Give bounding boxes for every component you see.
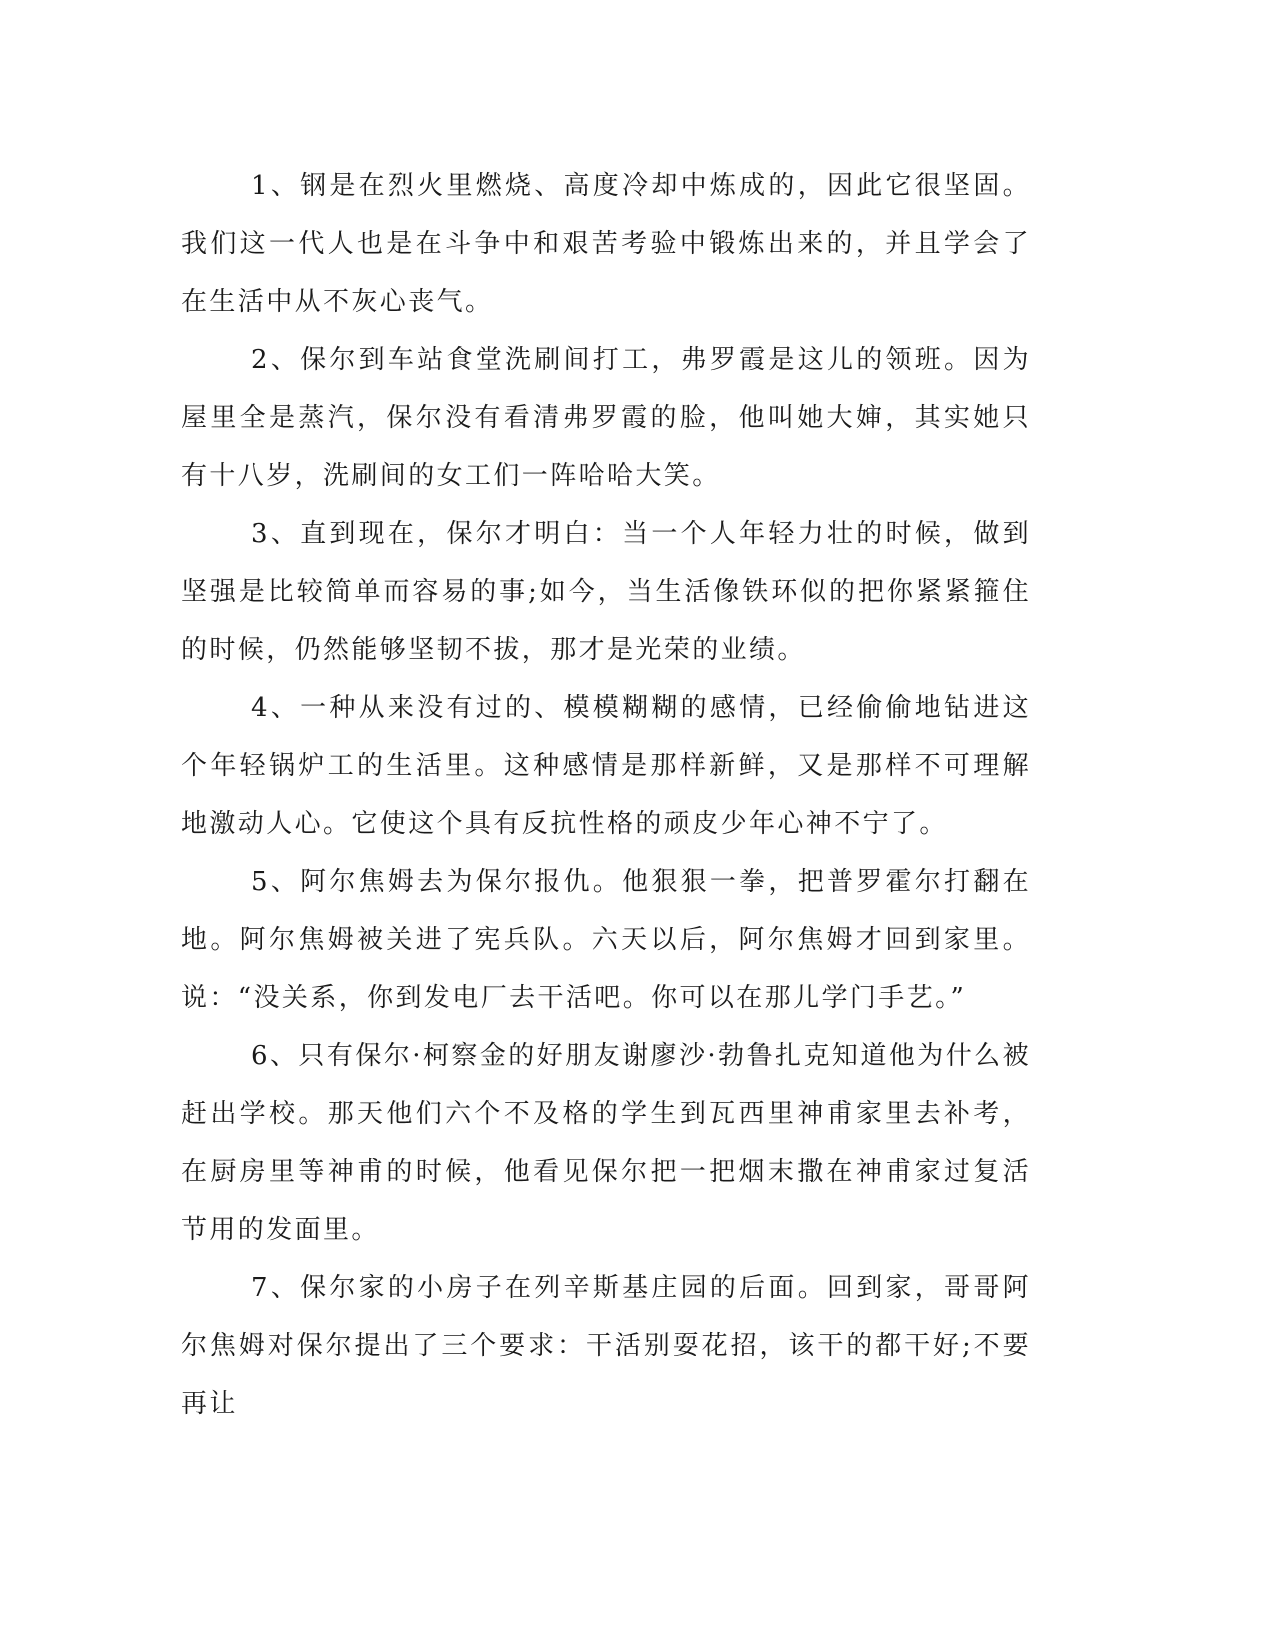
paragraph-1: 1、钢是在烈火里燃烧、高度冷却中炼成的，因此它很坚固。我们这一代人也是在斗争中和艰苦考验中锻炼出来的，并且学会了在生活中从不灰心丧气。 — [181, 171, 1031, 317]
document-body — [181, 157, 1031, 1433]
paragraph-5: 5、阿尔焦姆去为保尔报仇。他狠狠一拳，把普罗霍尔打翻在地。阿尔焦姆被关进了宪兵队。六天以后，阿尔焦姆才回到家里。说：“没关系，你到发电厂去干活吧。你可以在那儿学门手艺。” — [181, 867, 1031, 1013]
paragraph-3: 3、直到现在，保尔才明白：当一个人年轻力壮的时候，做到坚强是比较简单而容易的事;如今，当生活像铁环似的把你紧紧箍住的时候，仍然能够坚韧不拔，那才是光荣的业绩。 — [181, 519, 1031, 665]
paragraph-4: 4、一种从来没有过的、模模糊糊的感情，已经偷偷地钻进这个年轻锅炉工的生活里。这种感情是那样新鲜，又是那样不可理解地激动人心。它使这个具有反抗性格的顽皮少年心神不宁了。 — [181, 693, 1031, 839]
paragraph-7: 7、保尔家的小房子在列辛斯基庄园的后面。回到家，哥哥阿尔焦姆对保尔提出了三个要求：干活别耍花招，该干的都干好;不要再让 — [181, 1273, 1031, 1419]
paragraph-6: 6、只有保尔·柯察金的好朋友谢廖沙·勃鲁扎克知道他为什么被赶出学校。那天他们六个不及格的学生到瓦西里神甫家里去补考，在厨房里等神甫的时候，他看见保尔把一把烟末撒在神甫家过复活节用的发面里。 — [181, 1041, 1031, 1245]
paragraph-2: 2、保尔到车站食堂洗刷间打工，弗罗霞是这儿的领班。因为屋里全是蒸汽，保尔没有看清弗罗霞的脸，他叫她大婶，其实她只有十八岁，洗刷间的女工们一阵哈哈大笑。 — [181, 345, 1031, 491]
